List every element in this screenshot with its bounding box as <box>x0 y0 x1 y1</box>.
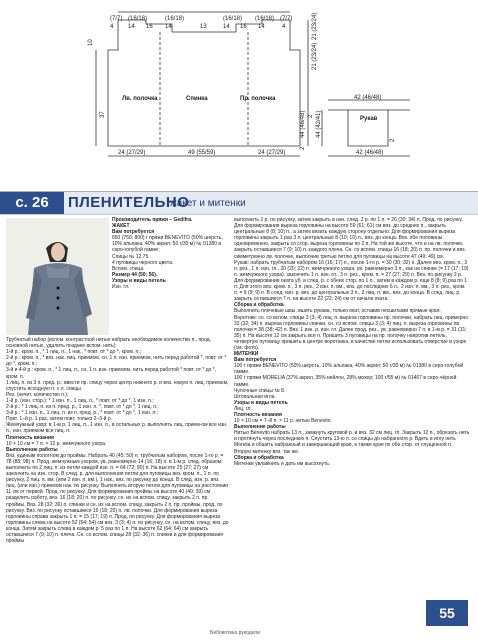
instruction-paragraph: 100 г пряжи MORELIA (37% акрил, 35% нейлон, 28% мохер; 100 г/55 м) № 01467 в серо-чёрной гамме. <box>234 375 457 388</box>
instruction-paragraph: 1-й р. (изн. стор.): * 1 изн. п., 1 лиц. п., * повт. от * до *, 1 изн. п.; <box>6 397 154 404</box>
instruction-paragraph: Вяз. единым полотном до проймы. Набрать 40 (45; 50) п. трубчатым набором, после 1-го р. = 78 (88; 98) п. Прод. жемчужным узором, ув. равномерно 14 (16; 18) п. в 1-м р. спед. образом: выполнить по 2 лиц. п. из петли каждой изн. п. = 64 (72; 80) п. На высоте 25 (27; 27) см закончить на изн. стор. В след. р. для выполнения петли для пуговицы вяз. кром. п., 1 п. по рисунку, 2 лиц. п. вм. (или 2 изн. п. вм.), 1 нак., вяз. по рисунку до конца. В след. изн. р. вяз. лиц. (или изн.) приемом нак. по рисунку. Выполнить вторую петлю для пуговицы на расстоянии 11 см от первой. Прод. по рисунку. Для формирования проймы на высоте 40 (40; 39) см разделить работу, вяз. 16 (18; 20) п. по рисунку, сн. их на вспом. спицу, закрыть 2 п. пр. проймы. Вяз. 28 (32; 36) п. спинки и сн. их на вспом. спицу, закрыть 2 п. пр. проймы, прод. по рисунку. Вяз. по рисунку оставшиеся 16 (18; 20) п. лв. полочки. Для формирования выреза горловины справа закрыть 1 п. = 15 (17; 19) п. Прод. по рисунку. Для формирования выреза горловины слева на высоте 52 (54; 54) см вяз. 3 (3; 4) п. по рисунку, сн. на вспом. спицу, вяз. до конца. Затем закрыть слева в каждом р. 5 раз по 1 п. На высоте 62 (64; 64) см закрыть оставшиеся 7 (9; 10) п. плеча. Сн. со вспом. спицы 28 (32; 36) п. спинки и для формирования проймы <box>6 452 229 545</box>
instruction-paragraph: Штопальная игла. <box>234 393 276 400</box>
label-left-front: Лв. полочка <box>122 96 158 102</box>
left-dim-2: 21 (23/24) <box>312 42 318 70</box>
model-photo-figure <box>6 218 109 335</box>
instruction-paragraph: Спицы № 12,75. <box>112 253 150 260</box>
instructions-column-1 <box>112 217 228 329</box>
instruction-paragraph: Плотность вязания <box>234 412 282 418</box>
instruction-paragraph: 10 × 10 см = 7 п. × 12 р. жемчужного узора. <box>6 440 107 447</box>
instruction-paragraph: Узоры и виды петель <box>112 277 166 284</box>
instruction-paragraph: Производитель пряжи – Gedifra. <box>112 217 193 223</box>
instruction-paragraph: Вспом. спица. <box>112 265 145 272</box>
top-num-3: 16 <box>146 24 153 30</box>
top-num-8: 14 <box>258 24 265 30</box>
instruction-paragraph: Выполнить плечевые швы, вшить рукава, только окат, оставив несшитыми прямые края. <box>234 308 441 315</box>
instruction-paragraph: ЖАКЕТ <box>112 223 130 230</box>
instruction-paragraph: Плотность вязания <box>6 434 54 441</box>
instruction-paragraph: Воротник: сн. со вспом. спицы 3 (3; 4) лиц. п. выреза горловины пр. полочки, набрать лиц. примерно 32 (32; 34) п. выреза горловины спинки, сн. со вспом. спицы 3 (3; 4) лиц. п. выреза горловины лв. полочки = 38 (38; 42) п. Вяз. 1 изн. р. изн. гл. Далее прод. рез., ув. равномерно 7 п. в 1-м р. = 31 (31; 35) п. На высоте 12 см закрыть все п. Пришить 3 пуговицы на пр. полочку напротив петель, четвертую пуговицу пришить в центре воротника, в качестве петли использовать отверстие в узоре (см. фото). <box>234 314 469 351</box>
top-num-9: 4 <box>282 24 286 30</box>
left-dim-3: 44 (46/48) <box>300 110 306 138</box>
instruction-paragraph: Лиц. гл. <box>234 405 252 412</box>
instruction-paragraph: 4 пуговицы черного цвета. <box>112 259 174 266</box>
page-ref-number: с. 26 <box>0 192 64 214</box>
label-right-front: Пр. полочка <box>240 96 276 102</box>
instruction-paragraph: Узоры и виды петель <box>234 399 288 406</box>
instruction-paragraph: 3-й и 4-й р.: кром. п., * 1 лиц. п., сн. 1 п. изн. приемом, нить перед работой * повт. от * до *, кром. п. <box>6 367 217 380</box>
instruction-paragraph: 2-й р.: кром. п., * вяз. нак. лиц. приемом, сн. 1 п. изн. приемом, нить перед работой *, повт. от * до *, кром. п.; <box>6 355 227 368</box>
label-sleeve: Рукав <box>360 116 378 122</box>
instruction-paragraph: 1 лиц. п. из 3 п. пред. р.: ввести пр. спицу через центр нижнего р. и вяз. новую п. лиц. приемом, спустить исходную п. с л. спицы. <box>6 379 229 392</box>
top-num-5: 13 <box>200 24 207 30</box>
label-back: Спинка <box>186 96 208 102</box>
instruction-paragraph: Повт. 1–й р. 1 раз, затем повт. только 2–3-й р. <box>6 416 113 423</box>
instruction-paragraph: 10 × 10 см = 7–8 п. × 11 р. нитью Benevito. <box>234 418 332 425</box>
instruction-paragraph: Вам потребуется <box>234 357 277 364</box>
body-outline <box>108 20 300 146</box>
page-number: 55 <box>426 600 468 626</box>
top-mark-5: (16/18) <box>255 16 275 22</box>
sleeve-side-dim: 44 (42/41) <box>316 110 322 138</box>
bottom-dim-mid: 49 (55/59) <box>188 150 216 156</box>
instruction-paragraph: Нитью Benevito набрать 13 п., замкнуть круговой р. и вяз. 32 см лиц. гл. Закрыть 12 п., обрезать нить и протянуть через последнюю п. Спустить 13-ю п. со спицы до набранного р. Вдеть в иглу нить Morelia и обшить набранный и завершающий края, а также края по обе стор. от спущенной п. Вторую митенку вяз. так же. <box>234 430 470 455</box>
left-dim-5: 37 <box>100 111 106 118</box>
right-dim-1: 21 (23/24) <box>312 12 318 40</box>
top-mark-2: (16/18) <box>128 16 148 22</box>
instruction-paragraph: 100 г пряжи BENEVITO (50% шерсть, 10% альпака, 40% акрил; 50 г/30 м) № 01380 в серо-голубой гамме. <box>234 363 464 376</box>
instruction-paragraph: Трубчатый набор (вспом. контрастной нитью набрать необходимое количество п., прод. основной нитью, удалить позднее вспом. нить): <box>6 337 211 350</box>
instruction-paragraph: Жемчужный узор: в 1-м р. 1 лиц. п., 1 изн. п., в остальных р. выполнять лиц. прием-ом все изн. п., изн. приемом все лиц. п. <box>6 422 228 435</box>
right-dim-2: 2 <box>308 114 314 118</box>
instruction-paragraph: 2-й р.: * 1 лиц. п. из п. пред. р., 1 изн. п. *, повт. от * до *, 1 лиц. п.; <box>6 404 159 411</box>
top-mark-4: (16/18) <box>223 16 243 22</box>
left-dim-1: 10 <box>88 39 94 46</box>
instruction-paragraph: Чулочные спицы № 8. <box>234 387 286 394</box>
model-photo <box>6 218 109 335</box>
top-num-6: 14 <box>223 24 230 30</box>
instructions-column-1-lower <box>6 337 229 597</box>
top-num-2: 14 <box>128 24 135 30</box>
sleeve-bottom-dim: 42 (46/48) <box>356 150 384 156</box>
top-num-4: 14 <box>165 24 172 30</box>
top-mark-1: (7/7) <box>110 16 123 22</box>
instruction-paragraph: Изн. гл. <box>112 284 130 291</box>
instruction-paragraph: выполнить 2 р. по рисунку, затем закрыть в нач. след. 2 р. по 1 п. = 26 (30; 34) п. Прод. по рисунку. Для формирования выреза горловины на высоте 59 (61; 61) см вяз. до средних п., закрыть центральные 8 (8; 10) п., а затем вязать каждую сторону отдельно. Для формирования выреза горловины закрыть 1 раз 3 п. центральные 8 (10; 10) п., вяз. до конца. Вяз. обе половины одновременно, закрыть со стор. выреза горловины по 2 п. На той же высоте, что и на лв. полочке, закрыть оставшиеся 7 (9; 10) п. каждого плеча. Сн. со вспом. спицы 16 (18; 20) п. пр. полочки и вяз. симметрично лв. полочке, выполнив третью петлю для пуговицы на высоте 47 (49; 49) см. <box>234 217 466 260</box>
instruction-paragraph: Размер 44 (50; 56). <box>112 271 158 278</box>
sleeve-top-dim: 42 (46/48) <box>354 95 382 101</box>
instruction-paragraph: Сборка и обработка <box>234 302 284 309</box>
article-title: ПЛЕНИТЕЛЬНО <box>68 194 190 211</box>
instruction-paragraph: Рукав: набрать трубчатым набором 16 (16; 17) п., после 1-го р. = 30 (30; 32) п. Далее вяз. кром. п., 3 п. рез., 1 п. изн. гл., 20 (20; 22) п. жемчужного узора, ув. равномерно 3 п., как на спинке (= 17 (17; 19) п. жемчужного узора), закончить 1 п. изн. гл., 3 п. рез., кром. п. = 27 (27; 29) п. Вяз. по рисунку 2 р. Для формирования оката уб. в след. р. с обеих стор. по 1 п., затем в каждом р. еще 8 (8; 9) раз по 1 п. Для этого вяз. кром. п., 3 п. рез., 2 изн. п. вм., вяз. до последних 6 п., 2 изн. п. вм., 3 п. рез., кром. п. = 9 (9; 9) п. В след. изн. р. вяз. до центральных 3 п., 3 лиц. п. вм., вяз. до конца. В след. лиц. р. закрыть оставшиеся 7 п. на высоте 22 (22; 24) см от начала оката. <box>234 259 469 303</box>
bottom-dim-right: 24 (27/29) <box>258 150 286 156</box>
article-header <box>0 191 478 215</box>
pattern-schematic <box>0 0 478 190</box>
instruction-paragraph: Рез. (нечет. количество п.): <box>6 391 69 398</box>
instruction-paragraph: 650 (750; 800) г пряжи BENEVITO (50% шерсть, 10% альпака, 40% акрил; 50 г/30 м) № 01380 в серо-голубой гамме; <box>112 235 223 254</box>
instruction-paragraph: Выполнение работы <box>6 446 58 453</box>
instruction-paragraph: Вам потребуется <box>112 229 155 236</box>
article-subtitle: жакет и митенки <box>170 198 246 209</box>
instruction-paragraph: 1-й р.: кром. п., * 1 лиц. п., 1 нак., * повт. от * до *, кром. п.; <box>6 349 142 356</box>
footer-text: Библиотека рукодели <box>210 630 260 636</box>
instruction-paragraph: МИТЕНКИ <box>234 351 259 358</box>
instruction-paragraph: Выполнение работы <box>234 424 286 431</box>
instructions-column-2 <box>234 217 470 597</box>
sleeve-side-dim-2: 2 <box>390 138 396 142</box>
top-num-7: 16 <box>240 24 247 30</box>
top-mark-3: (16/18) <box>165 16 185 22</box>
instruction-paragraph: Митенки увлажнить и дать им высохнуть. <box>234 460 331 467</box>
bottom-dim-left: 24 (27/29) <box>118 150 146 156</box>
top-mark-6: (7/7) <box>280 16 293 22</box>
instruction-paragraph: 3-й р.: * 1 изн. п., 1 лиц. п. из п. пред. р., * повт. от * до *, 1 изн. п.; <box>6 410 159 417</box>
left-dim-4: 2 <box>300 146 306 150</box>
top-num-1: 4 <box>110 24 114 30</box>
instruction-paragraph: Сборка и обработка <box>234 454 284 461</box>
